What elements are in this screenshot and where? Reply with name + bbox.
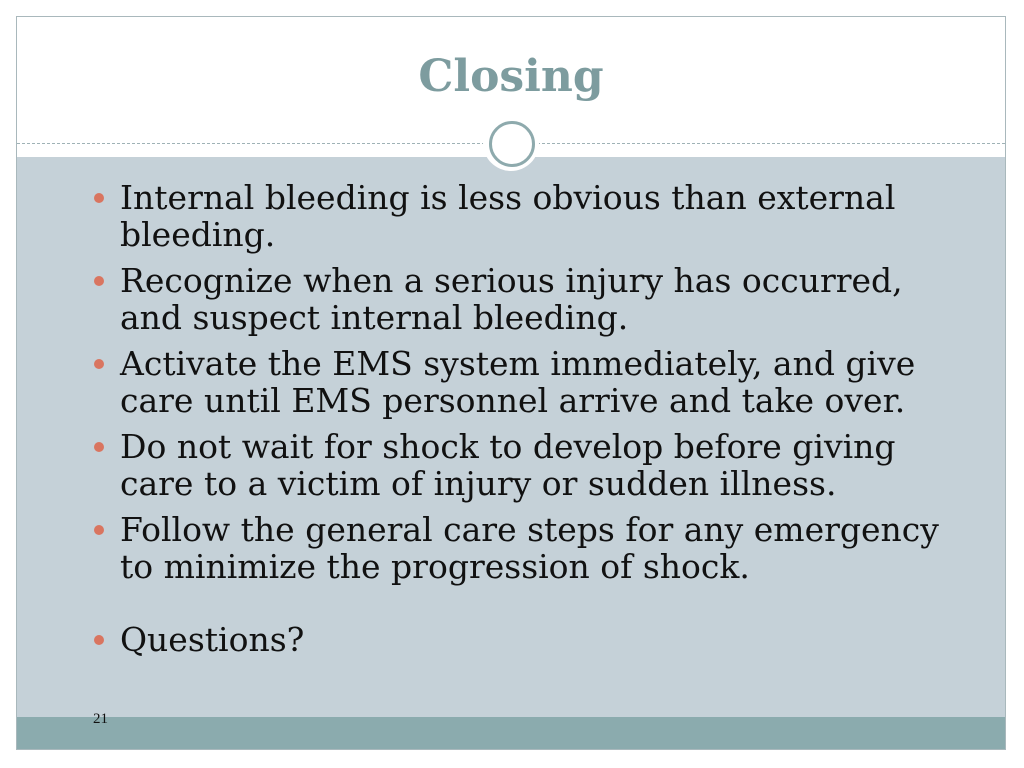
bullet-list <box>93 179 973 667</box>
bullet-dot-icon <box>94 359 104 369</box>
bullet-text: Do not wait for shock to develop before giving care to a victim of injury or sudden illness. <box>120 427 896 503</box>
slide-title: Closing <box>418 51 604 102</box>
divider-ring <box>489 121 535 167</box>
bullet-item-questions <box>93 621 973 658</box>
bullet-text: Recognize when a serious injury has occurred, and suspect internal bleeding. <box>120 261 903 337</box>
bullet-dot-icon <box>94 635 104 645</box>
bullet-item <box>93 262 973 336</box>
bullet-item <box>93 511 973 585</box>
bullet-item <box>93 179 973 253</box>
bullet-dot-icon <box>94 525 104 535</box>
slide <box>16 16 1006 750</box>
bullet-dot-icon <box>94 276 104 286</box>
page-number: 21 <box>93 711 108 727</box>
closing-question: Questions? <box>120 620 305 659</box>
bullet-text: Internal bleeding is less obvious than external bleeding. <box>120 178 896 254</box>
bullet-dot-icon <box>94 193 104 203</box>
divider-circle-icon <box>483 115 539 171</box>
bottom-bar <box>17 717 1005 750</box>
bullet-item <box>93 428 973 502</box>
bullet-text: Follow the general care steps for any emergency to minimize the progression of shock. <box>120 510 939 586</box>
bullet-dot-icon <box>94 442 104 452</box>
bullet-item <box>93 345 973 419</box>
bullet-text: Activate the EMS system immediately, and give care until EMS personnel arrive and take over. <box>120 344 916 420</box>
